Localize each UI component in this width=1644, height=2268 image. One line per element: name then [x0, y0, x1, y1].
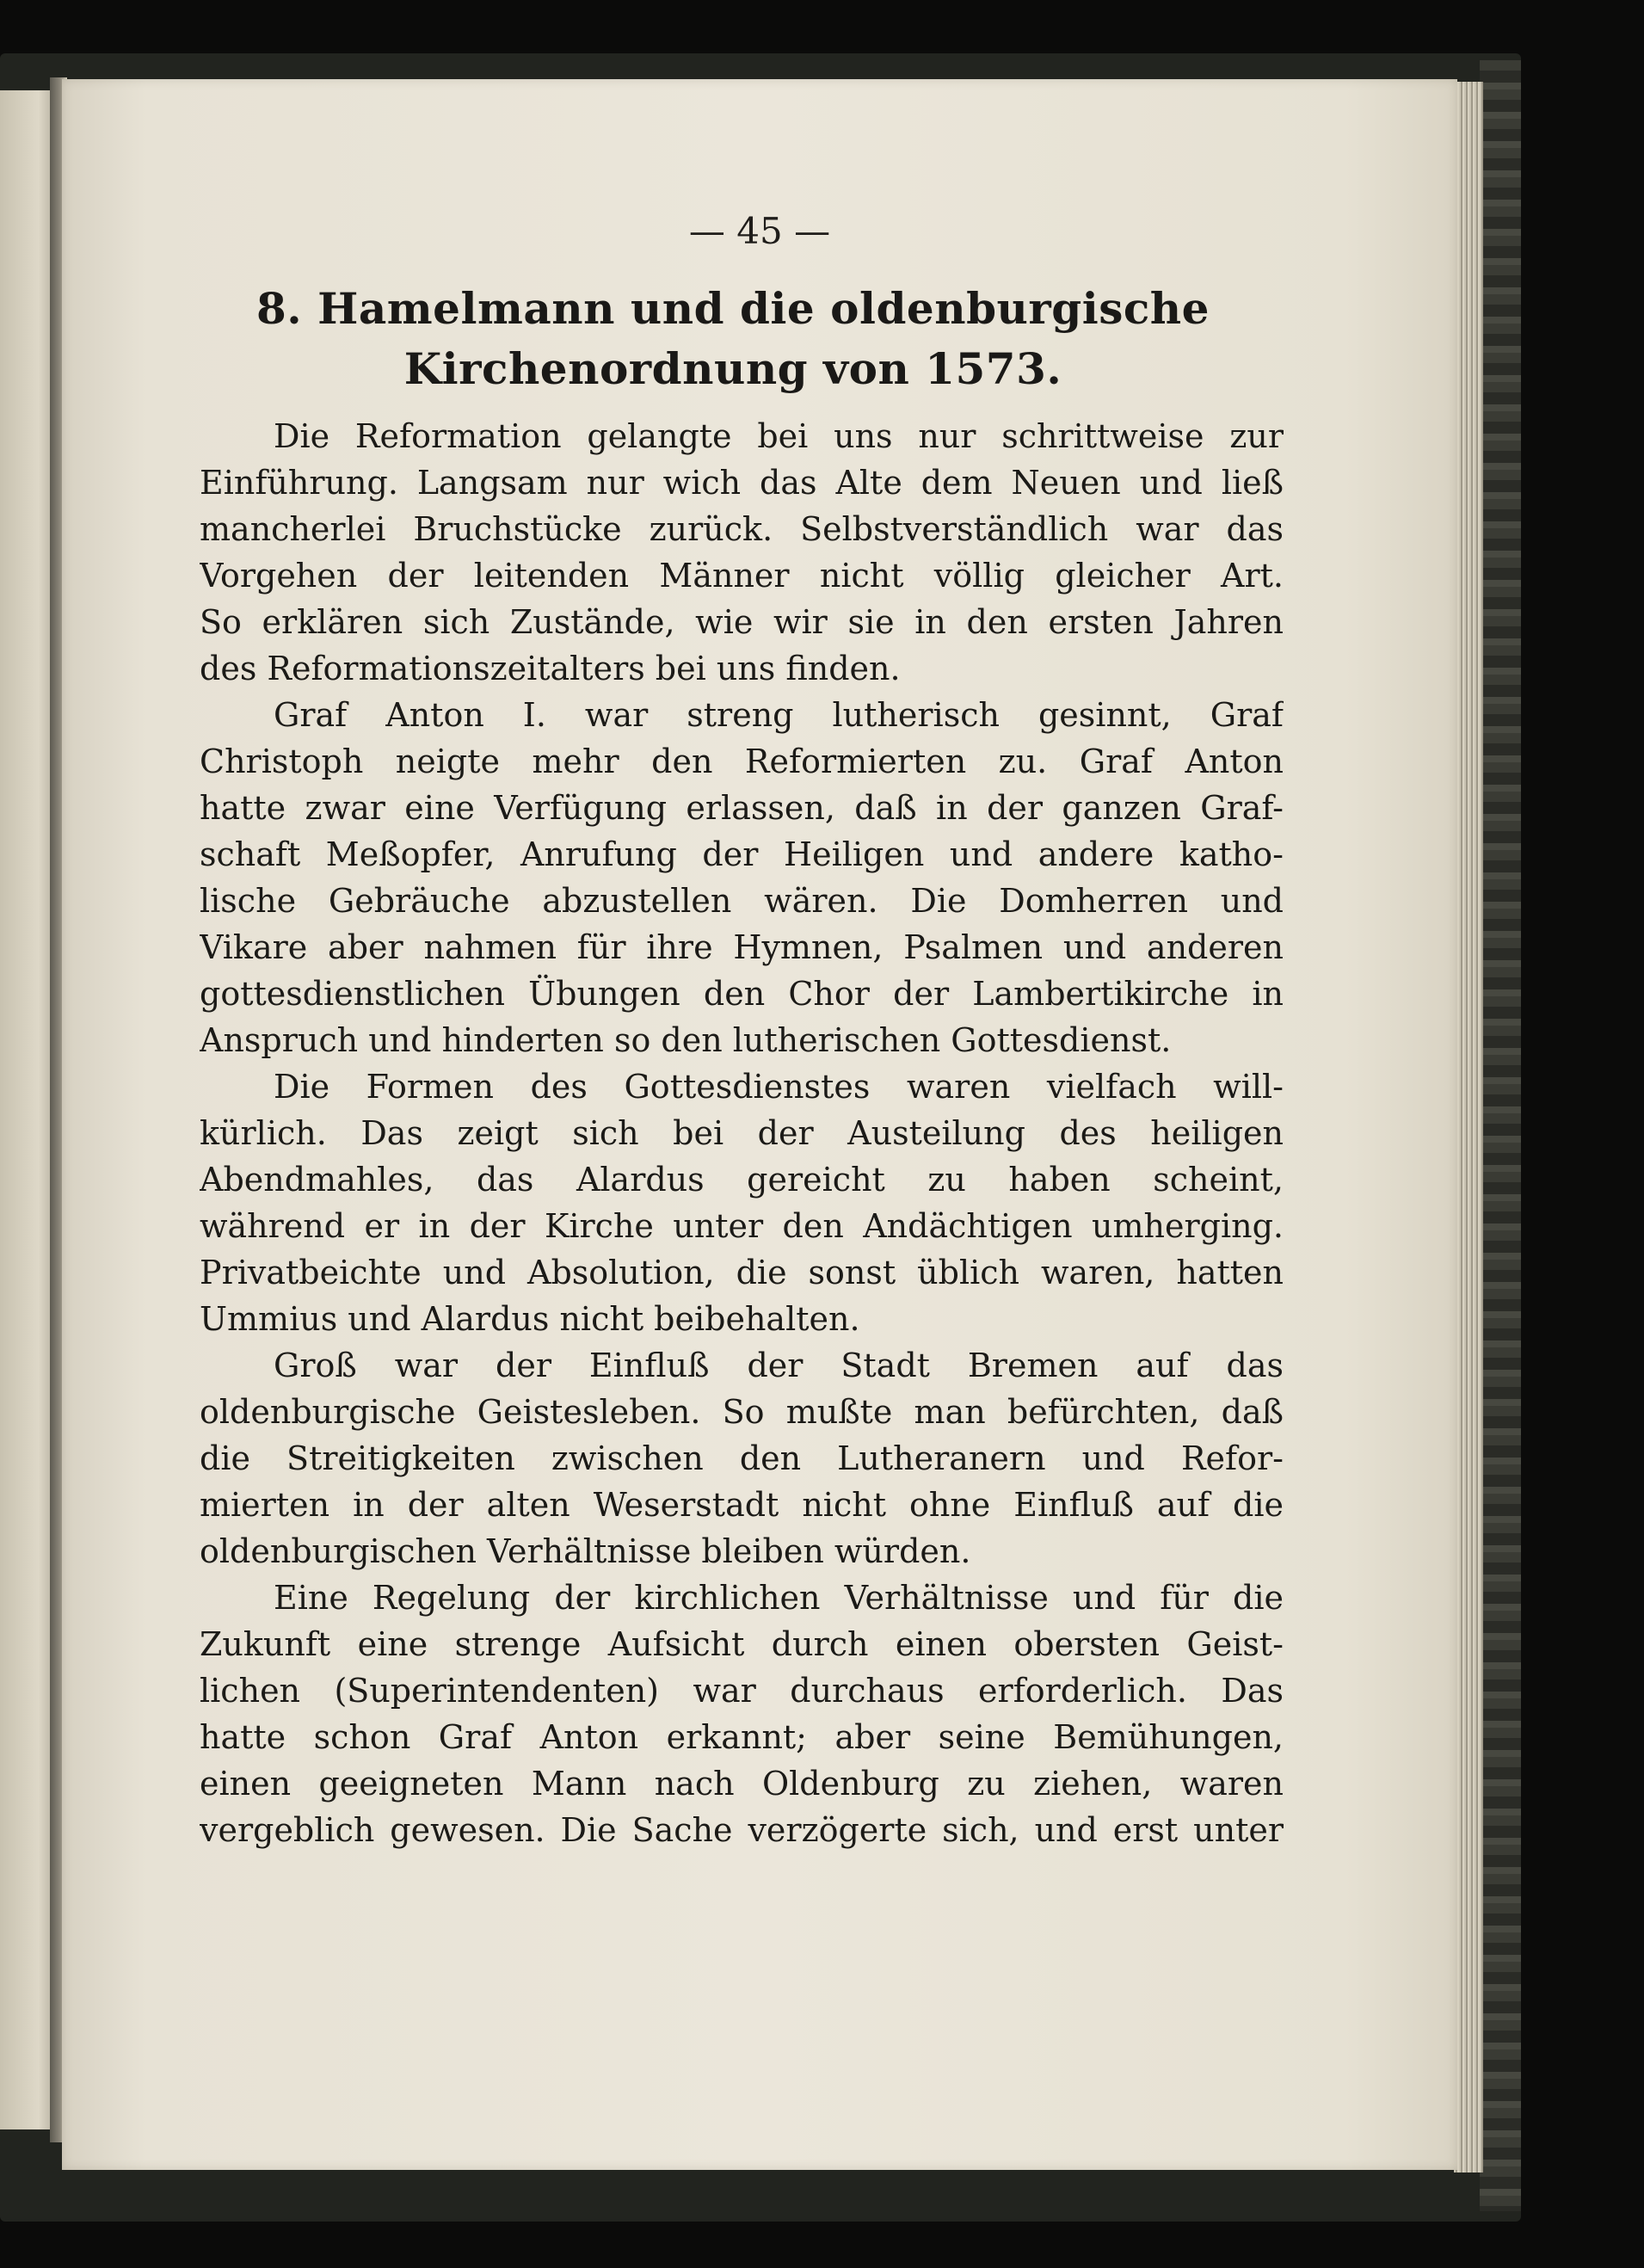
text-line: So erklären sich Zustände, wie wir sie in den ersten Jahren	[200, 603, 1284, 641]
text-line: mierten in der alten Weserstadt nicht ohne Einfluß auf die	[200, 1486, 1284, 1524]
text-line: schaft Meßopfer, Anrufung der Heiligen und andere katho-	[200, 835, 1284, 873]
text-line: Zukunft eine strenge Aufsicht durch einen obersten Geist-	[200, 1625, 1284, 1663]
left-page-edge	[0, 90, 55, 2129]
text-line: die Streitigkeiten zwischen den Lutheranern und Refor-	[200, 1439, 1284, 1477]
text-line: Die Reformation gelangte bei uns nur schrittweise zur	[274, 417, 1284, 455]
page-number: — 45 —	[688, 210, 831, 252]
text-line: Christoph neigte mehr den Reformierten zu. Graf Anton	[200, 743, 1284, 780]
chapter-heading-line-2: Kirchenordnung von 1573.	[403, 343, 1062, 394]
text-line: Anspruch und hinderten so den lutherischen Gottesdienst.	[200, 1021, 1172, 1059]
text-line: Vorgehen der leitenden Männer nicht völlig gleicher Art.	[200, 557, 1284, 595]
text-line: Ummius und Alardus nicht beibehalten.	[200, 1300, 860, 1338]
text-line: Graf Anton I. war streng lutherisch gesinnt, Graf	[274, 696, 1284, 734]
text-line: hatte schon Graf Anton erkannt; aber seine Bemühungen,	[200, 1718, 1284, 1756]
text-line: Einführung. Langsam nur wich das Alte dem Neuen und ließ	[200, 464, 1284, 502]
text-line: mancherlei Bruchstücke zurück. Selbstverständlich war das	[200, 510, 1284, 548]
text-line: Eine Regelung der kirchlichen Verhältnisse und für die	[274, 1579, 1284, 1617]
text-line: einen geeigneten Mann nach Oldenburg zu ziehen, waren	[200, 1765, 1284, 1803]
text-line: lichen (Superintendenten) war durchaus erforderlich. Das	[200, 1672, 1284, 1710]
text-line: des Reformationszeitalters bei uns finden.	[200, 650, 901, 687]
chapter-heading-line-1: 8. Hamelmann und die oldenburgische	[256, 283, 1210, 334]
text-line: oldenburgischen Verhältnisse bleiben würden.	[200, 1532, 971, 1570]
text-line: Vikare aber nahmen für ihre Hymnen, Psalmen und anderen	[200, 928, 1284, 966]
page-stack-edge	[1454, 82, 1483, 2172]
text-line: hatte zwar eine Verfügung erlassen, daß in der ganzen Graf-	[200, 789, 1284, 827]
text-line: kürlich. Das zeigt sich bei der Austeilung des heiligen	[200, 1114, 1284, 1152]
text-line: während er in der Kirche unter den Andächtigen umherging.	[200, 1207, 1284, 1245]
text-line: Die Formen des Gottesdienstes waren vielfach will-	[274, 1068, 1284, 1106]
text-line: vergeblich gewesen. Die Sache verzögerte sich, und erst unter	[200, 1811, 1284, 1849]
book-cover-edge	[1480, 60, 1521, 2211]
text-line: oldenburgische Geistesleben. So mußte man befürchten, daß	[200, 1393, 1284, 1431]
chapter-heading	[200, 279, 1266, 399]
book-page	[62, 79, 1457, 2170]
body-text	[200, 413, 1284, 1853]
text-line: Groß war der Einfluß der Stadt Bremen auf das	[274, 1347, 1284, 1384]
text-line: Privatbeichte und Absolution, die sonst üblich waren, hatten	[200, 1254, 1284, 1291]
text-line: gottesdienstlichen Übungen den Chor der Lambertikirche in	[200, 975, 1284, 1013]
text-line: Abendmahles, das Alardus gereicht zu haben scheint,	[200, 1161, 1284, 1199]
text-line: lische Gebräuche abzustellen wären. Die Domherren und	[200, 882, 1284, 920]
